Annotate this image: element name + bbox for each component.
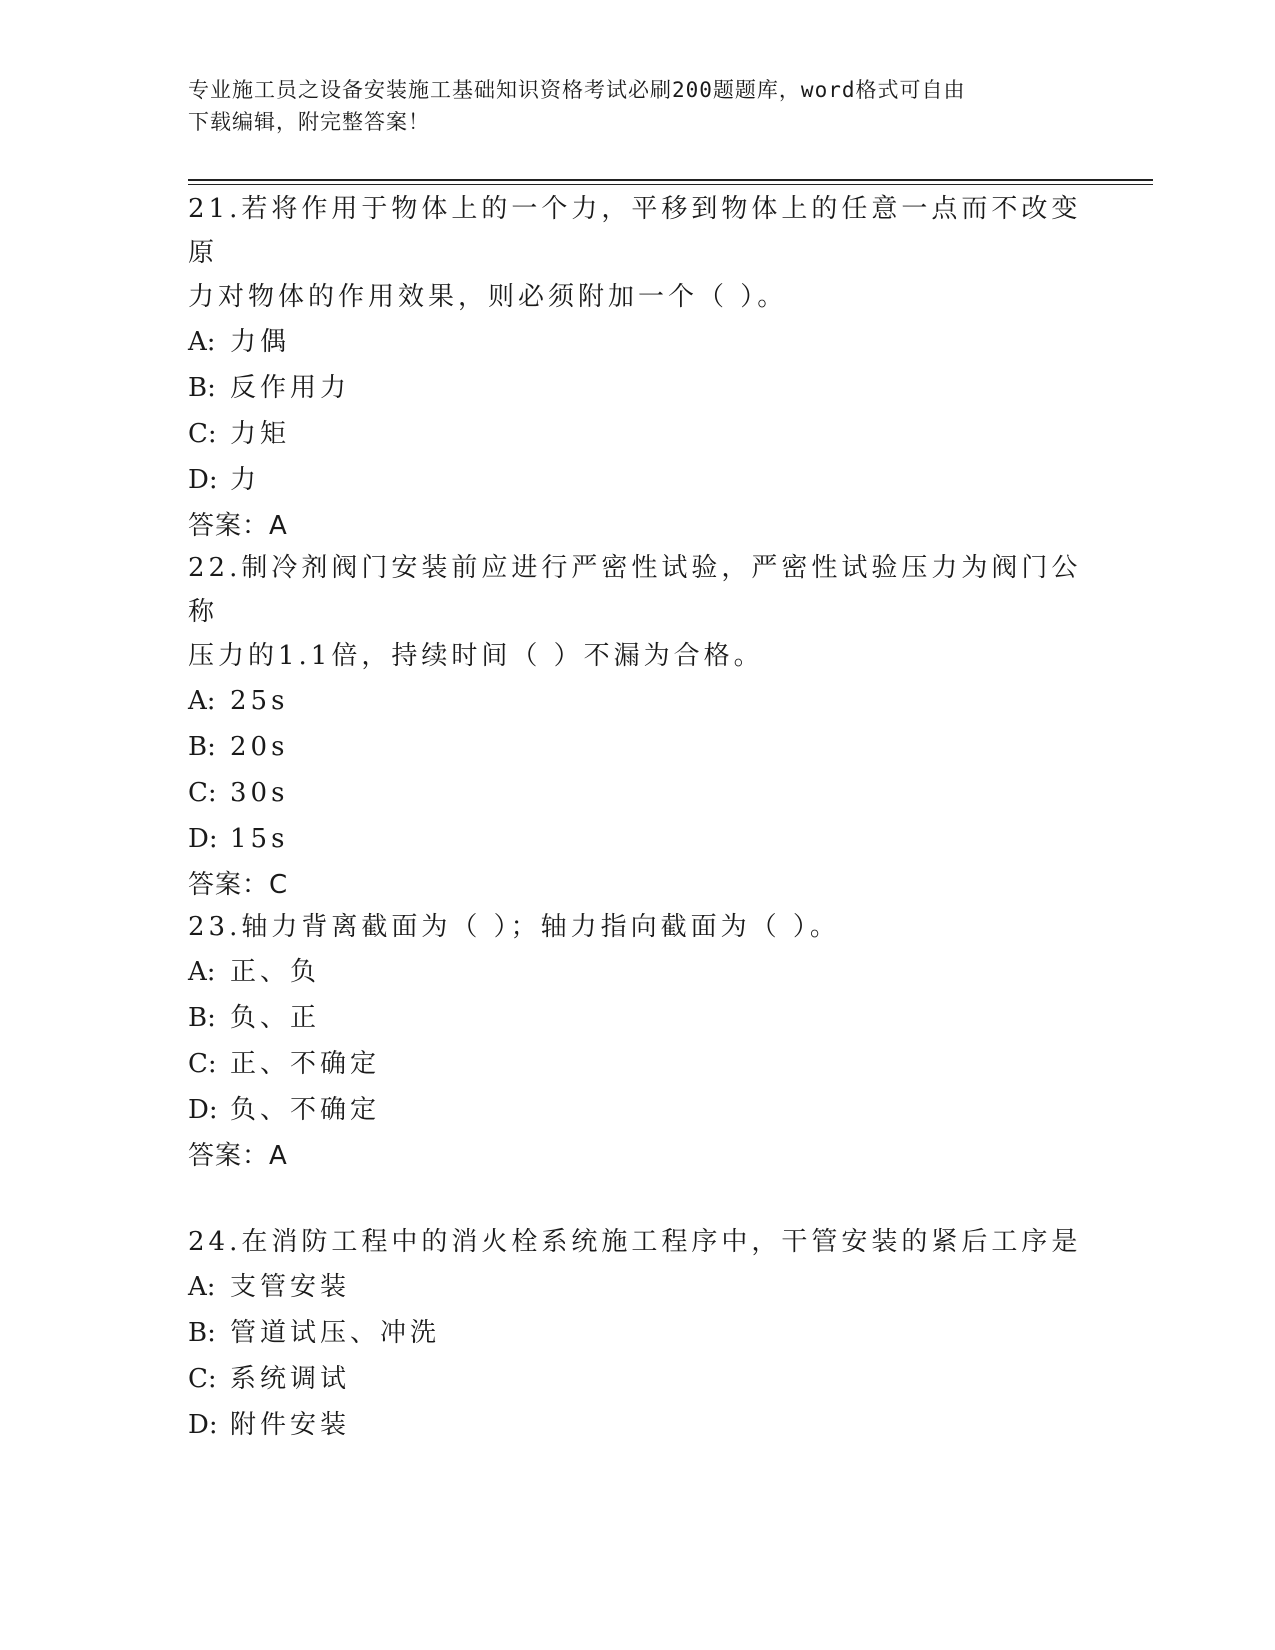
header-line-2: 下载编辑，附完整答案！ — [188, 110, 430, 134]
option-a — [188, 1264, 1088, 1310]
option-text: 反作用力 — [230, 373, 351, 403]
question-stem-line: 22.制冷剂阀门安装前应进行严密性试验，严密性试验压力为阀门公称 — [188, 553, 1082, 627]
option-key: A: — [188, 327, 216, 357]
option-text: 25s — [230, 686, 289, 716]
option-text: 系统调试 — [230, 1364, 351, 1394]
option-b — [188, 995, 1088, 1041]
option-a — [188, 678, 1088, 724]
option-text: 负、不确定 — [230, 1095, 381, 1125]
option-text: 附件安装 — [230, 1410, 351, 1440]
option-key: A: — [188, 1272, 216, 1302]
option-text: 正、负 — [230, 957, 321, 987]
option-key: C: — [188, 1049, 217, 1079]
option-b — [188, 724, 1088, 770]
option-key: B: — [188, 732, 216, 762]
option-b — [188, 1310, 1088, 1356]
option-d — [188, 1402, 1088, 1448]
question-21 — [188, 187, 1088, 549]
option-text: 力 — [230, 465, 261, 495]
option-text: 力偶 — [230, 327, 291, 357]
option-key: B: — [188, 373, 216, 403]
question-22 — [188, 546, 1088, 908]
option-c — [188, 411, 1088, 457]
header-line-1: 专业施工员之设备安装施工基础知识资格考试必刷200题题库，word格式可自由 — [188, 78, 966, 102]
option-key: D: — [188, 824, 218, 854]
header-divider-thick — [188, 179, 1153, 181]
option-text: 30s — [230, 778, 289, 808]
option-c — [188, 1356, 1088, 1402]
option-text: 力矩 — [230, 419, 291, 449]
question-stem-line: 压力的1.1倍，持续时间（ ）不漏为合格。 — [188, 641, 764, 671]
answer-line: 答案：A — [188, 1141, 288, 1171]
option-c — [188, 770, 1088, 816]
option-b — [188, 365, 1088, 411]
option-text: 正、不确定 — [230, 1049, 381, 1079]
option-d — [188, 816, 1088, 862]
question-24 — [188, 1220, 1088, 1448]
option-d — [188, 457, 1088, 503]
option-a — [188, 949, 1088, 995]
header-divider-thin — [188, 184, 1153, 185]
option-text: 负、正 — [230, 1003, 321, 1033]
document-header — [188, 74, 1068, 138]
option-text: 支管安装 — [230, 1272, 351, 1302]
question-stem-line: 力对物体的作用效果，则必须附加一个（ ）。 — [188, 282, 788, 312]
option-c — [188, 1041, 1088, 1087]
question-stem-line: 23.轴力背离截面为（ ）；轴力指向截面为（ ）。 — [188, 912, 840, 942]
option-a — [188, 319, 1088, 365]
option-text: 20s — [230, 732, 289, 762]
option-key: D: — [188, 1410, 218, 1440]
option-key: A: — [188, 686, 216, 716]
option-key: D: — [188, 1095, 218, 1125]
option-text: 15s — [230, 824, 289, 854]
option-key: B: — [188, 1318, 216, 1348]
option-key: A: — [188, 957, 216, 987]
answer-line: 答案：A — [188, 511, 288, 541]
question-23 — [188, 905, 1088, 1179]
option-key: D: — [188, 465, 218, 495]
question-stem-line: 24.在消防工程中的消火栓系统施工程序中，干管安装的紧后工序是 — [188, 1227, 1082, 1257]
option-key: C: — [188, 1364, 217, 1394]
option-d — [188, 1087, 1088, 1133]
option-key: C: — [188, 778, 217, 808]
question-stem-line: 21.若将作用于物体上的一个力，平移到物体上的任意一点而不改变原 — [188, 194, 1082, 268]
option-text: 管道试压、冲洗 — [230, 1318, 441, 1348]
answer-line: 答案：C — [188, 870, 289, 900]
option-key: B: — [188, 1003, 216, 1033]
option-key: C: — [188, 419, 217, 449]
